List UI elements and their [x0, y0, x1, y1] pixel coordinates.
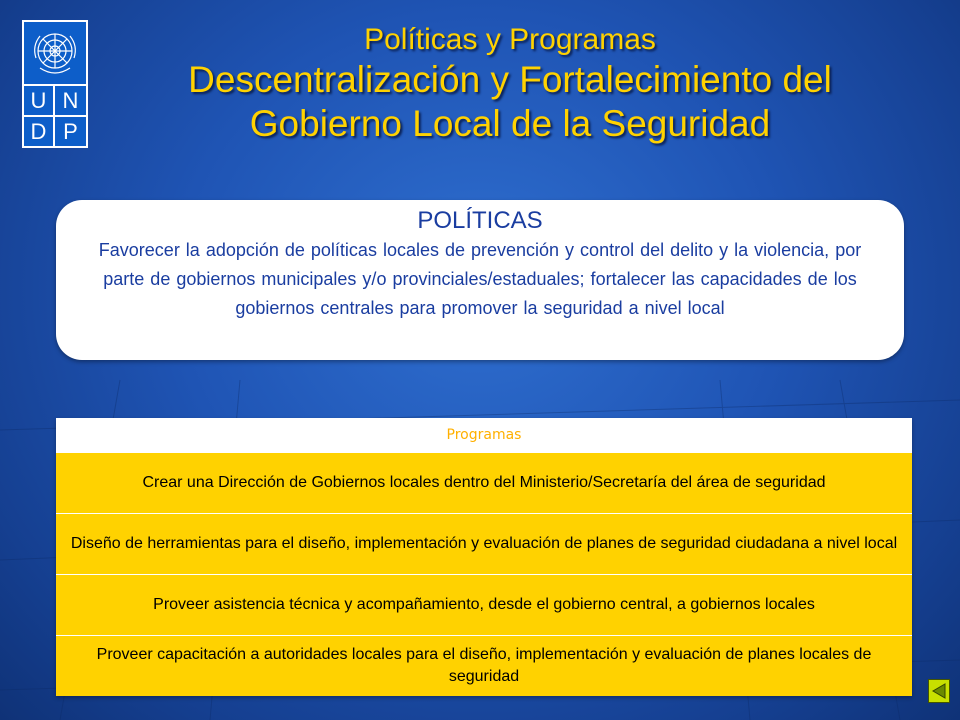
logo-letter: N: [55, 84, 86, 115]
logo-letter: D: [24, 115, 55, 146]
un-emblem-icon: [24, 22, 86, 84]
previous-slide-button[interactable]: [928, 679, 950, 703]
logo-letter: U: [24, 84, 55, 115]
programs-header: Programas: [56, 418, 912, 452]
program-row: Crear una Dirección de Gobiernos locales dentro del Ministerio/Secretaría del área de seguridad: [56, 452, 912, 513]
slide-subtitle: Políticas y Programas: [364, 23, 656, 56]
program-row: Diseño de herramientas para el diseño, implementación y evaluación de planes de seguridad ciudadana a nivel local: [56, 513, 912, 574]
programs-table: [56, 418, 912, 696]
program-row: Proveer asistencia técnica y acompañamiento, desde el gobierno central, a gobiernos locales: [56, 574, 912, 635]
program-row: Proveer capacitación a autoridades locales para el diseño, implementación y evaluación de planes locales de seguridad: [56, 635, 912, 696]
slide-title: [100, 22, 920, 146]
slide-title-line-1: Descentralización y Fortalecimiento del: [188, 59, 832, 100]
undp-letter-grid: [24, 84, 86, 146]
previous-slide-arrow-icon: [930, 682, 948, 700]
logo-letter: P: [55, 115, 86, 146]
slide-title-line-2: Gobierno Local de la Seguridad: [249, 103, 771, 144]
policy-box: [56, 200, 904, 360]
policy-heading: POLÍTICAS: [417, 207, 543, 234]
policy-text: Favorecer la adopción de políticas locales de prevención y control del delito y la violencia, por parte de gobiernos municipales y/o provinciales/estaduales; fortalecer las capacidades de los gobiernos centrales para promover la seguridad a nivel local: [98, 240, 862, 318]
undp-logo: [22, 20, 88, 148]
